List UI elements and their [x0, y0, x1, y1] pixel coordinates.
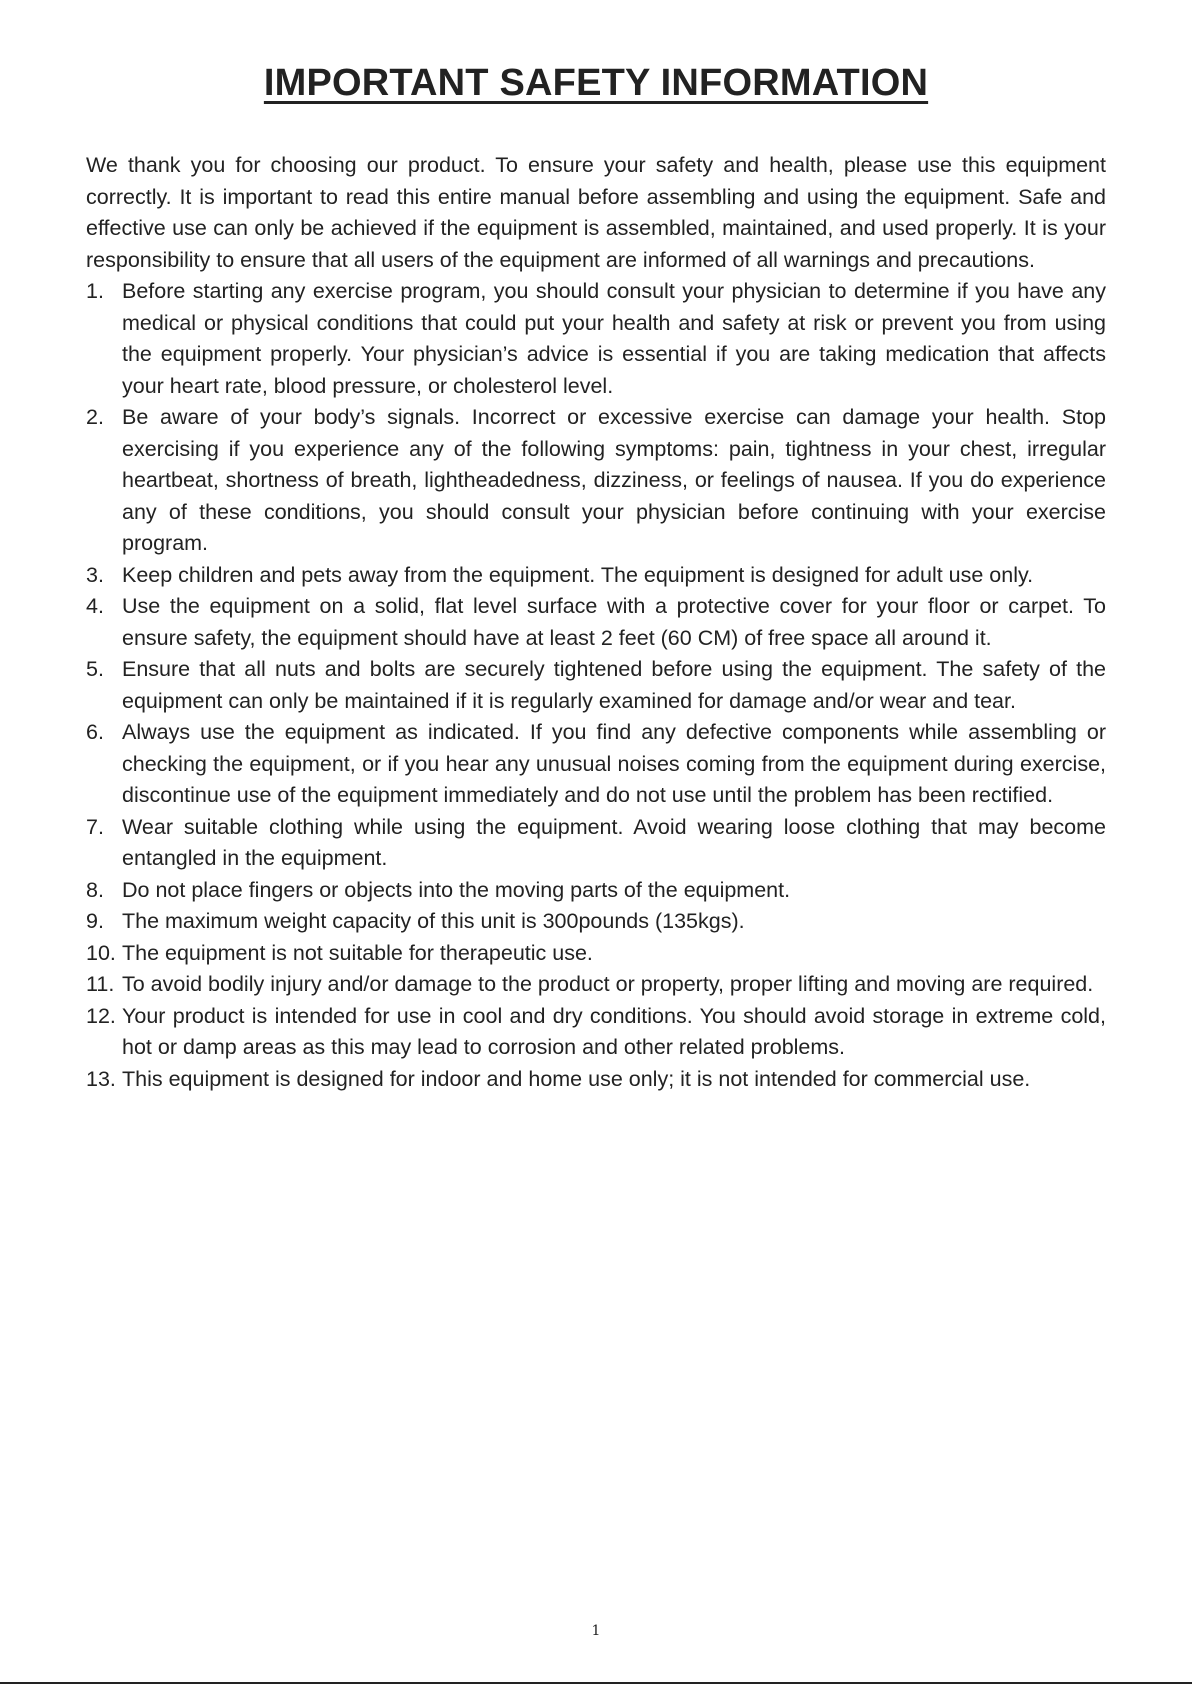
- intro-paragraph: We thank you for choosing our product. To ensure your safety and health, please use this equipment correctly. It is important to read this entire manual before assembling and using the equipment. Safe and effective use can only be achieved if the equipment is assembled, maintained, and used properly. It is your responsibility to ensure that all users of the equipment are informed of all warnings and precautions.: [86, 153, 1106, 272]
- list-item: [86, 276, 1106, 402]
- item-number: 4.: [86, 594, 104, 618]
- item-text: Keep children and pets away from the equipment. The equipment is designed for adult use only.: [122, 562, 1034, 587]
- item-text: To avoid bodily injury and/or damage to the product or property, proper lifting and moving are required.: [122, 972, 1094, 996]
- list-item: [86, 969, 1106, 1001]
- list-item: [86, 1064, 1106, 1096]
- list-item: [86, 938, 1106, 970]
- list-item: [86, 591, 1106, 654]
- item-number: 7.: [86, 814, 104, 839]
- list-item: [86, 654, 1106, 717]
- list-item: [86, 906, 1106, 938]
- item-number: 10.: [86, 940, 116, 965]
- safety-list: [86, 276, 1106, 1095]
- item-text: Use the equipment on a solid, flat level surface with a protective cover for your floor or carpet. To ensure safety, the equipment should have at least 2 feet (60 CM) of free space all around it.: [122, 594, 1106, 650]
- item-text: Ensure that all nuts and bolts are securely tightened before using the equipment. The safety of the equipment can only be maintained if it is regularly examined for damage and/or wear and tear.: [122, 657, 1106, 713]
- item-text: The maximum weight capacity of this unit is 300pounds (135kgs).: [122, 909, 745, 933]
- item-number: 11.: [86, 972, 115, 996]
- item-text: Be aware of your body’s signals. Incorrect or excessive exercise can damage your health. Stop exercising if you experience any of the following symptoms: pain, tightness in your chest, irregular heartbeat, shortness of breath, lightheadedness, dizziness, or feelings of nausea. If you do experience any of these conditions, you should consult your physician before continuing with your exercise program.: [122, 405, 1106, 555]
- item-number: 12.: [86, 1003, 116, 1028]
- bottom-divider: [0, 1682, 1192, 1684]
- list-item: [86, 875, 1106, 907]
- item-number: 8.: [86, 877, 104, 902]
- item-number: 5.: [86, 657, 104, 681]
- item-text: This equipment is designed for indoor and home use only; it is not intended for commercial use.: [122, 1066, 1031, 1091]
- item-text: Your product is intended for use in cool and dry conditions. You should avoid storage in extreme cold, hot or damp areas as this may lead to corrosion and other related problems.: [122, 1003, 1106, 1059]
- item-number: 3.: [86, 562, 104, 587]
- list-item: [86, 1001, 1106, 1064]
- list-item: [86, 402, 1106, 560]
- item-number: 2.: [86, 405, 104, 429]
- item-number: 13.: [86, 1066, 116, 1091]
- item-number: 1.: [86, 279, 104, 303]
- document-body: [86, 150, 1106, 1095]
- item-text: Before starting any exercise program, you should consult your physician to determine if you have any medical or physical conditions that could put your health and safety at risk or prevent you from using the equipment properly. Your physician’s advice is essential if you are taking medication that affects your heart rate, blood pressure, or cholesterol level.: [122, 279, 1106, 398]
- list-item: [86, 560, 1106, 592]
- item-text: The equipment is not suitable for therapeutic use.: [122, 940, 593, 965]
- page-title: IMPORTANT SAFETY INFORMATION: [263, 62, 929, 104]
- item-number: 9.: [86, 909, 104, 933]
- item-number: 6.: [86, 720, 104, 744]
- item-text: Do not place fingers or objects into the moving parts of the equipment.: [122, 877, 791, 902]
- list-item: [86, 717, 1106, 812]
- page-number: 1: [591, 1623, 601, 1639]
- list-item: [86, 812, 1106, 875]
- item-text: Always use the equipment as indicated. If you find any defective components while assembling or checking the equipment, or if you hear any unusual noises coming from the equipment during exercise, discontinue use of the equipment immediately and do not use until the problem has been rectified.: [122, 720, 1106, 807]
- item-text: Wear suitable clothing while using the equipment. Avoid wearing loose clothing that may become entangled in the equipment.: [122, 814, 1106, 870]
